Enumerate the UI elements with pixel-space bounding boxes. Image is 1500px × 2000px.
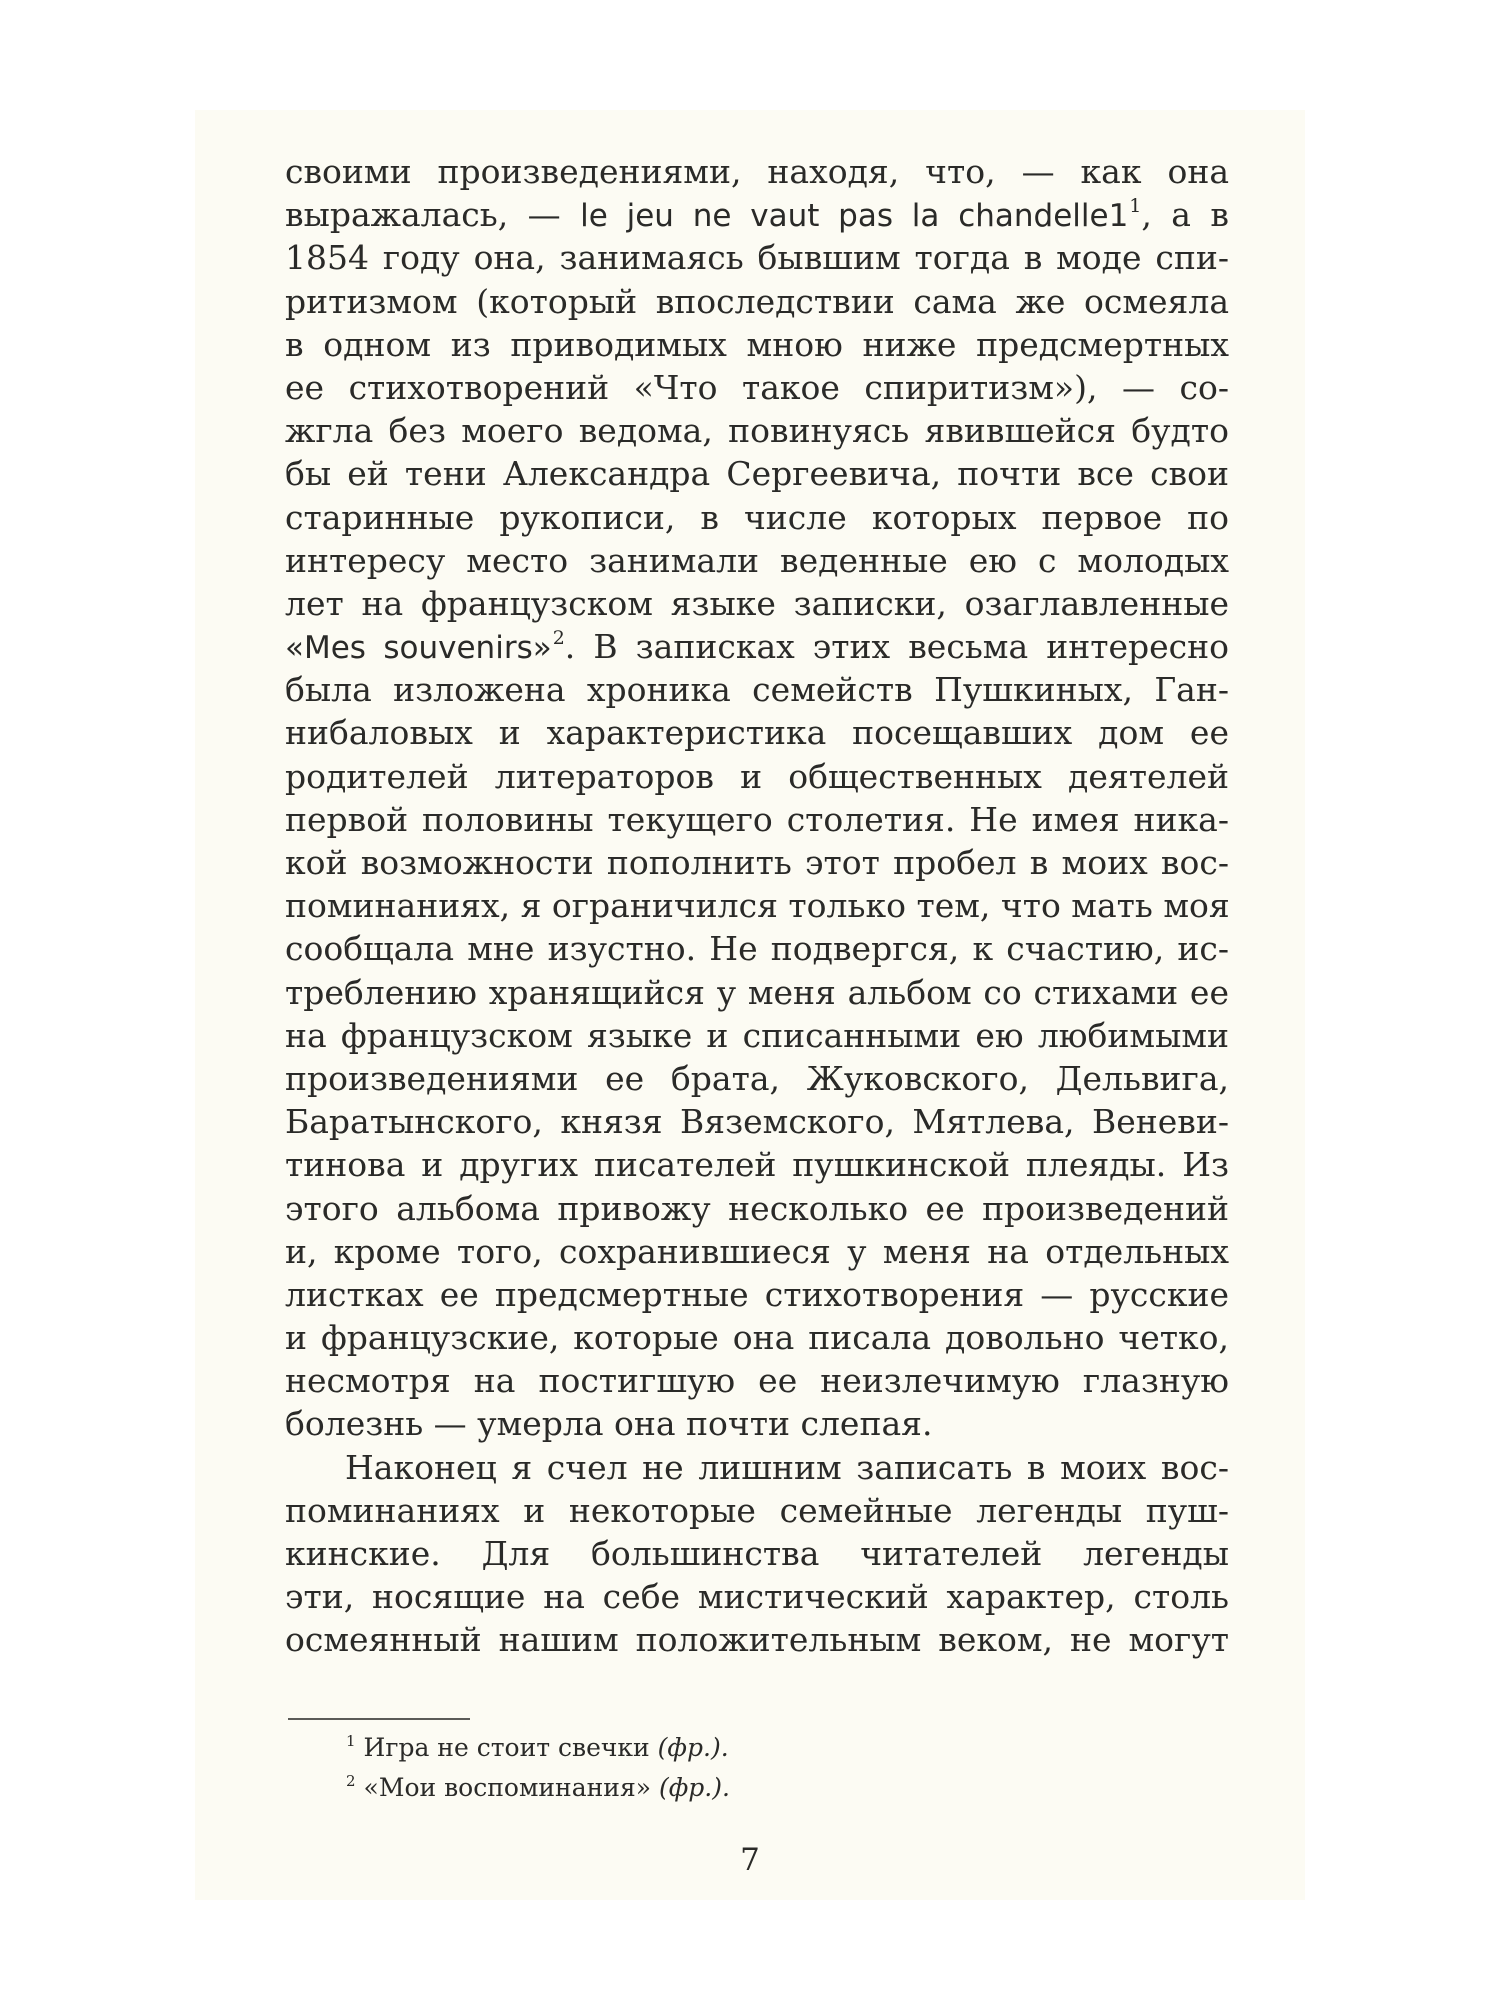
french-title: «Mes souvenirs» bbox=[285, 630, 552, 667]
footnote-text: «Мои воспоминания» bbox=[363, 1773, 652, 1802]
text-line: треблению хранящийся у меня альбом со стихами ее bbox=[285, 972, 1229, 1012]
french-phrase: le jeu ne vaut pas la chandelle1 bbox=[580, 198, 1129, 235]
text-line: нибаловых и характеристика посещавших дом ее bbox=[285, 713, 1229, 753]
text-line: сообщала мне изустно. Не подвергся, к счастию, ис- bbox=[285, 929, 1229, 969]
footnote-ref-1[interactable]: 1 bbox=[1129, 195, 1142, 218]
text-line: лет на французском языке записки, озаглавленные bbox=[285, 583, 1229, 623]
text-line: произведениями ее брата, Жуковского, Дельвига, bbox=[285, 1058, 1229, 1098]
text-line: жгла без моего ведома, повинуясь явившейся будто bbox=[285, 411, 1229, 451]
text-line: поминаниях и некоторые семейные легенды пуш- bbox=[285, 1490, 1229, 1530]
text-line: листках ее предсмертные стихотворения — русские bbox=[285, 1274, 1229, 1314]
footnotes bbox=[346, 1728, 1046, 1808]
footnote-text: Игра не стоит свечки bbox=[363, 1733, 650, 1762]
text-line: старинные рукописи, в числе которых первое по bbox=[285, 497, 1229, 537]
text-segment: , а в bbox=[1141, 195, 1229, 235]
text-line: ее стихотворений «Что такое спиритизм»), — со- bbox=[285, 367, 1229, 407]
text-line: своими произведениями, находя, что, — как она bbox=[285, 152, 1229, 191]
text-segment: . В записках этих весьма интересно bbox=[564, 627, 1229, 667]
text-line: несмотря на постигшую ее неизлечимую глазную bbox=[285, 1361, 1229, 1401]
text-line: ритизмом (который впоследствии сама же осмеяла bbox=[285, 281, 1229, 321]
footnote-number: 1 bbox=[346, 1732, 356, 1750]
footnote-2 bbox=[346, 1768, 1046, 1808]
paragraph-start-line: Наконец я счел не лишним записать в моих вос- bbox=[345, 1447, 1229, 1487]
text-line: кинские. Для большинства читателей легенды bbox=[285, 1534, 1229, 1573]
footnote-language: (фр.). bbox=[658, 1773, 730, 1802]
text-line: была изложена хроника семейств Пушкиных, Ган- bbox=[285, 670, 1229, 710]
text-line: и, кроме того, сохранившиеся у меня на отдельных bbox=[285, 1231, 1229, 1271]
text-line: бы ей тени Александра Сергеевича, почти все свои bbox=[285, 454, 1229, 494]
text-line: на французском языке и списанными ею любимыми bbox=[285, 1015, 1229, 1055]
text-line: эти, носящие на себе мистический характер, столь bbox=[285, 1577, 1229, 1617]
text-line bbox=[285, 625, 1229, 668]
text-line: Баратынского, князя Вяземского, Мятлева, Веневи- bbox=[285, 1102, 1229, 1142]
text-line: интересу место занимали веденные ею с молодых bbox=[285, 540, 1229, 580]
text-line: 1854 году она, занимаясь бывшим тогда в моде спи- bbox=[285, 238, 1229, 278]
footnote-number: 2 bbox=[346, 1772, 356, 1790]
footnote-language: (фр.). bbox=[657, 1733, 729, 1762]
body-text bbox=[285, 150, 1229, 1662]
text-line: болезнь — умерла она почти слепая. bbox=[285, 1404, 933, 1444]
footnote-ref-2[interactable]: 2 bbox=[552, 627, 565, 650]
text-line: этого альбома привожу несколько ее произведений bbox=[285, 1188, 1229, 1228]
text-line: первой половины текущего столетия. Не имея ника- bbox=[285, 799, 1229, 839]
footnote-divider bbox=[288, 1718, 470, 1720]
text-line: тинова и других писателей пушкинской плеяды. Из bbox=[285, 1145, 1229, 1185]
text-line: поминаниях, я ограничился только тем, что мать моя bbox=[285, 886, 1230, 926]
text-line: осмеянный нашим положительным веком, не могут bbox=[285, 1620, 1229, 1660]
text-line: кой возможности пополнить этот пробел в моих вос- bbox=[285, 843, 1229, 882]
page-number: 7 bbox=[740, 1842, 760, 1878]
text-line: в одном из приводимых мною ниже предсмертных bbox=[285, 324, 1229, 364]
text-segment: выражалась, — bbox=[285, 195, 561, 235]
text-line bbox=[285, 193, 1229, 236]
footnote-1 bbox=[346, 1728, 1046, 1768]
text-line: родителей литераторов и общественных деятелей bbox=[285, 756, 1229, 796]
text-line: и французские, которые она писала довольно четко, bbox=[285, 1318, 1229, 1358]
